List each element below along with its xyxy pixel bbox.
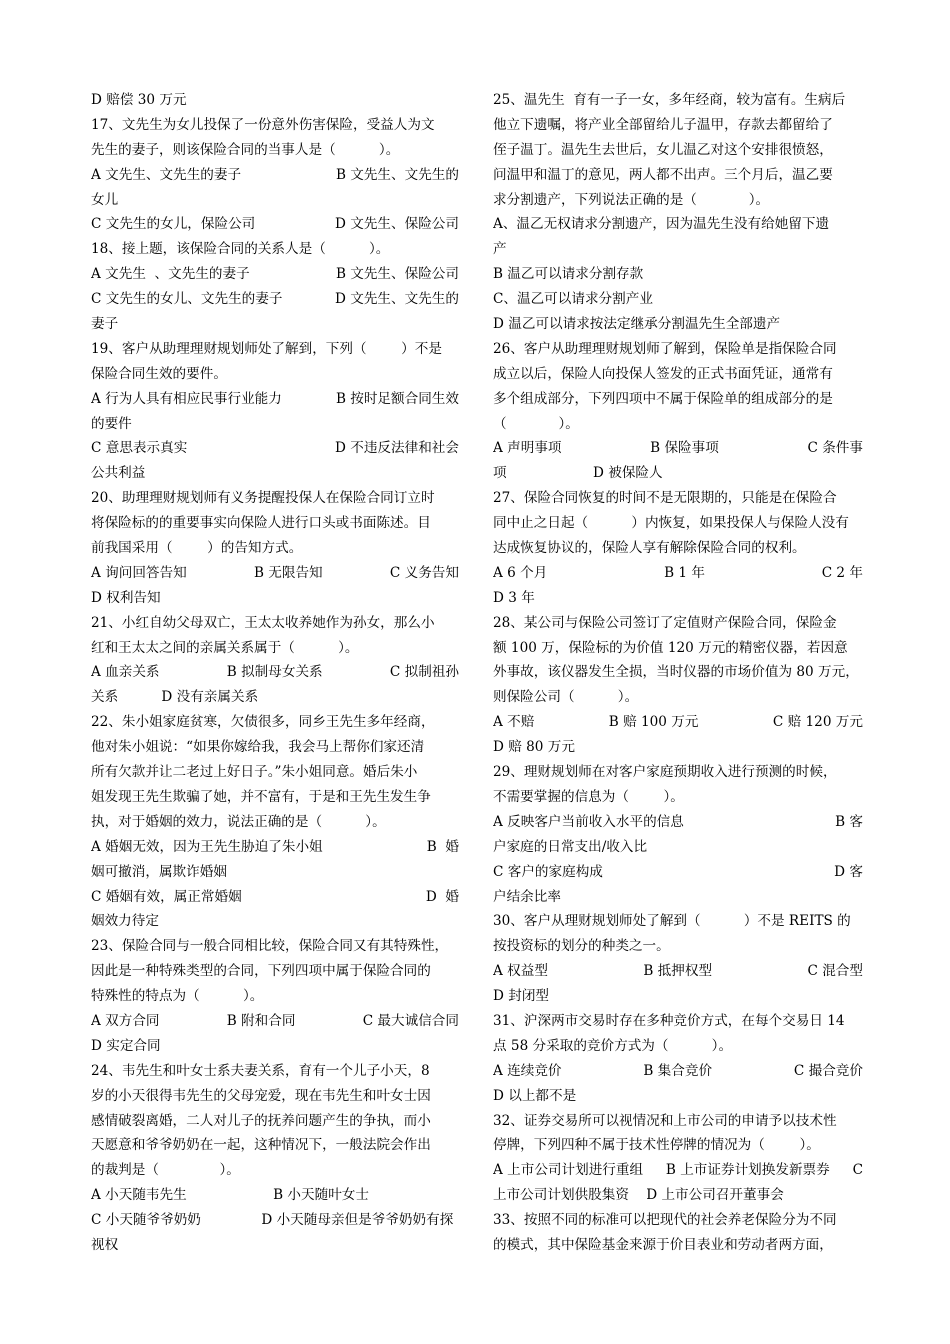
text-line: 成立以后，保险人向投保人签发的正式书面凭证，通常有: [493, 365, 833, 382]
text-line: D 权利告知: [91, 589, 161, 606]
option-text: C 文先生的女儿，保险公司: [91, 216, 256, 233]
text-line: 特殊性的特点为（ ）。: [91, 988, 264, 1005]
text-line: 他立下遗嘱，将产业全部留给儿子温甲，存款去都留给了: [493, 116, 833, 133]
text-line: B 温乙可以请求分割存款: [493, 266, 644, 283]
text-line: [493, 710, 863, 735]
text-line: D 赔 80 万元: [493, 739, 575, 756]
option-text: B 附和合同: [226, 1012, 296, 1029]
text-line: 户家庭的日常支出/收入比: [493, 838, 648, 855]
option-text: A 询问回答告知: [91, 564, 187, 581]
text-line: 将保险标的的重要事实向保险人进行口头或书面陈述。目: [91, 515, 431, 532]
option-text: B 赔 100 万元: [608, 714, 699, 731]
option-text: A 婚姻无效，因为王先生胁迫了朱小姐: [91, 838, 323, 855]
option-text: B 客: [835, 813, 863, 830]
text-line: [493, 561, 863, 586]
text-line: （ ）。: [493, 415, 579, 432]
text-line: 产: [493, 241, 507, 258]
option-text: A 不赔: [493, 714, 535, 731]
text-line: 24、韦先生和叶女士系夫妻关系，育有一个儿子小天，8: [91, 1062, 430, 1079]
text-line: A 小天随韦先生 B 小天随叶女士: [91, 1187, 369, 1204]
text-line: 17、文先生为女儿投保了一份意外伤害保险，受益人为文: [91, 116, 435, 133]
right-column: [493, 88, 863, 1258]
option-text: B 抵押权型: [643, 963, 713, 980]
text-line: 视权: [91, 1236, 119, 1253]
text-line: 红和王太太之间的亲属关系属于（ ）。: [91, 639, 359, 656]
text-line: 多个组成部分，下列四项中不属于保险单的组成部分的是: [493, 390, 833, 407]
text-line: [493, 436, 863, 461]
text-line: C、温乙可以请求分割产业: [493, 291, 653, 308]
text-line: D 以上都不是: [493, 1087, 577, 1104]
text-line: 侄子温丁。温先生去世后，女儿温乙对这个安排很愤怒，: [493, 141, 833, 158]
text-line: [91, 387, 459, 412]
option-text: C: [852, 1162, 863, 1179]
text-line: 33、按照不同的标准可以把现代的社会养老保险分为不同: [493, 1212, 837, 1229]
option-text: C 文先生的女儿、文先生的妻子: [91, 291, 283, 308]
text-line: 23、保险合同与一般合同相比较，保险合同又有其特殊性，: [91, 938, 449, 955]
text-line: 姻效力待定: [91, 913, 159, 930]
text-line: [91, 262, 459, 287]
text-line: 妻子: [91, 316, 119, 333]
option-text: B 集合竞价: [643, 1062, 713, 1079]
text-line: [91, 1009, 459, 1034]
option-text: C 赔 120 万元: [772, 714, 863, 731]
option-text: C 意思表示真实: [91, 440, 188, 457]
text-line: [91, 212, 459, 237]
text-line: 则保险公司（ ）。: [493, 689, 639, 706]
option-text: C 拟制祖孙: [389, 664, 459, 681]
text-line: [91, 885, 459, 910]
text-line: [91, 835, 459, 860]
option-text: C 义务告知: [389, 564, 459, 581]
text-line: 求分割遗产，下列说法正确的是（ ）。: [493, 191, 770, 208]
text-line: 19、客户从助理理财规划师处了解到，下列（ ）不是: [91, 340, 442, 357]
text-line: 的模式，其中保险基金来源于价目表业和劳动者两方面，: [493, 1236, 833, 1253]
option-text: D 文先生、文先生的: [335, 291, 459, 308]
option-text: A 文先生 、文先生的妻子: [91, 266, 250, 283]
text-line: 18、接上题，该保险合同的关系人是（ ）。: [91, 241, 390, 258]
option-text: C 婚姻有效，属正常婚姻: [91, 888, 242, 905]
option-text: B 文先生、文先生的: [335, 166, 459, 183]
text-line: [493, 1059, 863, 1084]
text-line: 前我国采用（ ）的告知方式。: [91, 540, 303, 557]
option-text: B 婚: [426, 838, 459, 855]
text-line: 22、朱小姐家庭贫寒，欠债很多，同乡王先生多年经商，: [91, 714, 435, 731]
text-line: [493, 959, 863, 984]
text-line: 21、小红自幼父母双亡，王太太收养她作为孙女，那么小: [91, 614, 435, 631]
text-line: 32、证券交易所可以视情况和上市公司的申请予以技术性: [493, 1112, 837, 1129]
text-line: 姐发现王先生欺骗了她，并不富有，于是和王先生发生争: [91, 788, 431, 805]
text-line: 27、保险合同恢复的时间不是无限期的，只能是在保险合: [493, 490, 837, 507]
text-line: 保险合同生效的要件。: [91, 365, 227, 382]
text-line: D 3 年: [493, 589, 535, 606]
text-line: 25、温先生 育有一子一女，多年经商，较为富有。生病后: [493, 92, 846, 108]
text-line: 按投资标的划分的种类之一。: [493, 938, 670, 955]
text-line: 达成恢复协议的，保险人享有解除保险合同的权利。: [493, 540, 806, 557]
text-line: 不需要掌握的信息为（ ）。: [493, 788, 684, 805]
text-line: 户结余比率: [493, 888, 561, 905]
option-text: C 最大诚信合同: [362, 1012, 459, 1029]
text-line: 所有欠款并让二老过上好日子。”朱小姐同意。婚后朱小: [91, 764, 418, 781]
text-line: 他对朱小姐说：“如果你嫁给我，我会马上帮你们家还清: [91, 739, 425, 756]
text-line: 点 58 分采取的竞价方式为（ ）。: [493, 1037, 733, 1054]
text-line: 感情破裂离婚，二人对儿子的抚养问题产生的争执，而小: [91, 1112, 431, 1129]
option-text: C 客户的家庭构成: [493, 863, 603, 880]
option-text: B 保险事项: [650, 440, 719, 457]
text-line: [91, 561, 459, 586]
text-line: 停牌，下列四种不属于技术性停牌的情况为（ ）。: [493, 1137, 820, 1154]
option-text: A 连续竞价: [493, 1062, 562, 1079]
text-line: 31、沪深两市交易时存在多种竞价方式，在每个交易日 14: [493, 1012, 845, 1029]
text-line: 额 100 万，保险标的为价值 120 万元的精密仪器，若因意: [493, 639, 848, 656]
option-text: A 权益型: [493, 963, 548, 980]
text-line: 因此是一种特殊类型的合同，下列四项中属于保险合同的: [91, 963, 431, 980]
option-text: C 条件事: [807, 440, 863, 457]
text-line: [91, 163, 459, 188]
option-text: D 客: [834, 863, 863, 880]
text-line: 公共利益: [91, 465, 146, 482]
text-line: 问温甲和温丁的意见，两人都不出声。三个月后，温乙要: [493, 166, 833, 183]
text-line: 同中止之日起（ ）内恢复，如果投保人与保险人没有: [493, 515, 849, 532]
text-line: 20、助理理财规划师有义务提醒投保人在保险合同订立时: [91, 490, 435, 507]
option-text: B 上市证券计划换发新票券: [665, 1162, 830, 1179]
option-text: A 双方合同: [91, 1012, 160, 1029]
text-line: 岁的小天很得韦先生的父母宠爱，现在韦先生和叶女士因: [91, 1087, 431, 1104]
text-line: [493, 860, 863, 885]
text-line: [91, 436, 459, 461]
option-text: D 婚: [425, 888, 459, 905]
option-text: B 拟制母女关系: [226, 664, 323, 681]
option-text: A 声明事项: [493, 440, 562, 457]
text-line: [493, 810, 863, 835]
text-line: D 实定合同: [91, 1037, 161, 1054]
text-line: D 温乙可以请求按法定继承分割温先生全部遗产: [493, 316, 781, 333]
text-line: [91, 287, 459, 312]
text-line: 30、客户从理财规划师处了解到（ ）不是 REITS 的: [493, 913, 851, 930]
left-column: [91, 88, 459, 1258]
text-line: 29、理财规划师在对客户家庭预期收入进行预测的时候，: [493, 764, 837, 781]
text-line: 项 D 被保险人: [493, 465, 663, 482]
option-text: A 反映客户当前收入水平的信息: [493, 813, 684, 830]
text-line: A、温乙无权请求分割遗产，因为温先生没有给她留下遗: [493, 216, 830, 233]
text-line: [91, 660, 459, 685]
option-text: A 上市公司计划进行重组: [493, 1162, 644, 1179]
option-text: A 血亲关系: [91, 664, 160, 681]
text-line: 26、客户从助理理财规划师了解到，保险单是指保险合同: [493, 340, 837, 357]
option-text: A 行为人具有相应民事行业能力: [91, 390, 282, 407]
text-line: D 封闭型: [493, 988, 550, 1005]
text-line: 28、某公司与保险公司签订了定值财产保险合同，保险金: [493, 614, 837, 631]
option-text: C 2 年: [821, 564, 863, 581]
text-line: [493, 1158, 863, 1183]
option-text: A 6 个月: [493, 564, 548, 581]
text-line: 执，对于婚姻的效力，说法正确的是（ ）。: [91, 813, 386, 830]
option-text: C 混合型: [807, 963, 863, 980]
option-text: B 文先生、保险公司: [335, 266, 459, 283]
text-line: D 赔偿 30 万元: [91, 92, 187, 108]
text-line: 天愿意和爷爷奶奶在一起，这种情况下，一般法院会作出: [91, 1137, 431, 1154]
text-line: 先生的妻子，则该保险合同的当事人是（ ）。: [91, 141, 400, 158]
option-text: B 无限告知: [253, 564, 323, 581]
option-text: D 不违反法律和社会: [335, 440, 459, 457]
text-line: 姻可撤消，属欺诈婚姻: [91, 863, 227, 880]
option-text: C 撮合竞价: [793, 1062, 863, 1079]
option-text: D 文先生、保险公司: [335, 216, 459, 233]
text-line: C 小天随爷爷奶奶 D 小天随母亲但是爷爷奶奶有探: [91, 1212, 454, 1229]
text-line: 上市公司计划供股集资 D 上市公司召开董事会: [493, 1187, 784, 1204]
text-line: 的裁判是（ ）。: [91, 1162, 240, 1179]
text-line: 的要件: [91, 415, 132, 432]
text-line: 外事故，该仪器发生全损，当时仪器的市场价值为 80 万元，: [493, 664, 859, 681]
option-text: A 文先生、文先生的妻子: [91, 166, 242, 183]
option-text: B 按时足额合同生效: [335, 390, 459, 407]
text-line: 女儿: [91, 191, 119, 208]
option-text: B 1 年: [664, 564, 705, 581]
text-line: 关系 D 没有亲属关系: [91, 689, 259, 706]
